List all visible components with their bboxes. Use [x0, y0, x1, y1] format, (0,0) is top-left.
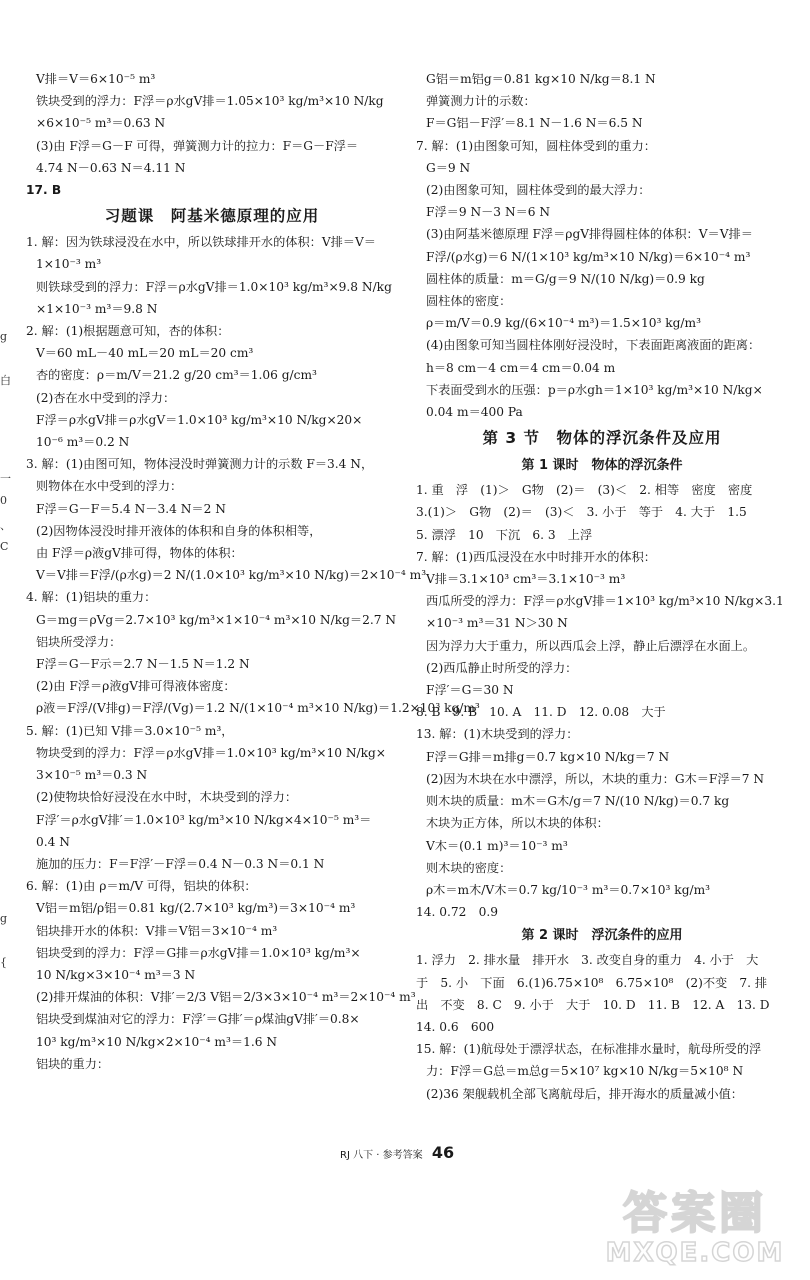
text-line: (3)由阿基米德原理 F浮＝ρgV排得圆柱体的体积：V＝V排＝: [426, 227, 753, 242]
text-line: 则木块的密度：: [426, 860, 512, 875]
text-line: 5. 解：(1)已知 V排＝3.0×10⁻⁵ m³，: [26, 723, 234, 738]
text-line: ρ＝m/V＝0.9 kg/(6×10⁻⁴ m³)＝1.5×10³ kg/m³: [426, 316, 701, 331]
section-heading: 第 2 课时 浮沉条件的应用: [521, 928, 683, 944]
text-line: 3. 解：(1)由图可知，物体浸没时弹簧测力计的示数 F＝3.4 N，: [26, 457, 374, 472]
text-line: (2)使物块恰好浸没在水中时，木块受到的浮力：: [36, 790, 298, 805]
text-line: V＝60 mL－40 mL＝20 mL＝20 cm³: [36, 346, 254, 361]
text-line: 力：F浮＝G总＝m总g＝5×10⁷ kg×10 N/kg＝5×10⁸ N: [426, 1064, 744, 1079]
text-line: 0.04 m＝400 Pa: [426, 405, 523, 420]
text-line: F浮＝ρ水gV排＝ρ水gV＝1.0×10³ kg/m³×10 N/kg×20×: [36, 412, 363, 427]
text-line: (2)因为木块在水中漂浮，所以，木块的重力：G木＝F浮＝7 N: [426, 771, 765, 786]
text-line: 于 5. 小 下面 6.(1)6.75×10⁸ 6.75×10⁸ (2)不变 7. 排: [416, 975, 768, 990]
text-line: 0.4 N: [36, 834, 70, 849]
text-line: 施加的压力：F＝F浮′－F浮＝0.4 N－0.3 N＝0.1 N: [36, 856, 325, 871]
text-line: 铝块受到煤油对它的浮力：F浮′＝G排′＝ρ煤油gV排′＝0.8×: [36, 1012, 360, 1027]
text-line: 2. 解：(1)根据题意可知，杏的体积：: [26, 324, 230, 339]
text-line: V木＝(0.1 m)³＝10⁻³ m³: [426, 838, 568, 853]
text-line: F浮′＝G＝30 N: [426, 683, 514, 698]
section-heading: 习题课 阿基米德原理的应用: [104, 207, 320, 226]
watermark-top: 答案圈: [623, 1188, 767, 1239]
margin-mark: 一: [0, 472, 11, 485]
text-line: 13. 解：(1)木块受到的浮力：: [416, 727, 579, 742]
text-line: 圆柱体的密度：: [426, 294, 512, 309]
text-line: (4)由图象可知当圆柱体刚好浸没时，下表面距离液面的距离：: [426, 338, 761, 353]
watermark-bottom: MXQE.COM: [605, 1238, 785, 1268]
text-line: 4.74 N－0.63 N＝4.11 N: [36, 160, 186, 175]
section-heading: 第 1 课时 物体的浮沉条件: [521, 458, 683, 474]
text-line: 4. 解：(1)铝块的重力：: [26, 590, 157, 605]
text-line: 圆柱体的质量：m＝G/g＝9 N/(10 N/kg)＝0.9 kg: [426, 271, 705, 286]
text-line: 1. 浮力 2. 排水量 排开水 3. 改变自身的重力 4. 小于 大: [416, 953, 759, 968]
text-line: V铝＝m铝/ρ铝＝0.81 kg/(2.7×10³ kg/m³)＝3×10⁻⁴ m³: [36, 901, 356, 916]
text-line: V＝V排＝F浮/(ρ水g)＝2 N/(1.0×10³ kg/m³×10 N/kg)＝2×10⁻⁴ m³: [36, 568, 427, 583]
text-line: (2)因物体浸没时排开液体的体积和自身的体积相等，: [36, 523, 322, 538]
text-line: ×6×10⁻⁵ m³＝0.63 N: [36, 116, 166, 131]
text-line: 1. 解：因为铁球浸没在水中，所以铁球排开水的体积：V排＝V＝: [26, 235, 376, 250]
watermark-logo: [590, 1190, 800, 1274]
text-line: 物块受到的浮力：F浮＝ρ水gV排＝1.0×10³ kg/m³×10 N/kg×: [36, 745, 387, 760]
footer-label: RJ 八下 · 参考答案: [340, 1150, 423, 1161]
text-line: 木块为正方体，所以木块的体积：: [426, 816, 609, 831]
section-heading: 第 3 节 物体的浮沉条件及应用: [482, 429, 722, 448]
text-line: F浮＝G排＝m排g＝0.7 kg×10 N/kg＝7 N: [426, 749, 670, 764]
text-line: 铝块所受浮力：: [36, 634, 122, 649]
text-line: F浮＝9 N－3 N＝6 N: [426, 205, 551, 220]
text-line: 则木块的质量：m木＝G木/g＝7 N/(10 N/kg)＝0.7 kg: [426, 794, 730, 809]
text-line: (2)西瓜静止时所受的浮力：: [426, 660, 578, 675]
text-line: 1×10⁻³ m³: [36, 257, 102, 272]
text-line: G＝mg＝ρVg＝2.7×10³ kg/m³×1×10⁻⁴ m³×10 N/kg＝2.7 N: [36, 612, 397, 627]
text-line: 杏的密度：ρ＝m/V＝21.2 g/20 cm³＝1.06 g/cm³: [36, 368, 317, 383]
margin-mark: {: [0, 956, 7, 969]
text-line: 铝块的重力：: [36, 1056, 110, 1071]
text-line: 1. 重 浮 (1)＞ G物 (2)＝ (3)＜ 2. 相等 密度 密度: [416, 483, 753, 498]
text-line: (2)排开煤油的体积：V排′＝2/3 V铝＝2/3×3×10⁻⁴ m³＝2×10⁻⁴ m³: [36, 990, 416, 1005]
text-line: (3)由 F浮＝G－F 可得，弹簧测力计的拉力：F＝G－F浮＝: [36, 138, 359, 153]
text-line: 则铁球受到的浮力：F浮＝ρ水gV排＝1.0×10³ kg/m³×9.8 N/kg: [36, 279, 392, 294]
text-line: V排＝V＝6×10⁻⁵ m³: [36, 72, 156, 86]
text-line: 7. 解：(1)由图象可知，圆柱体受到的重力：: [416, 138, 656, 153]
text-line: F＝G铝－F浮′＝8.1 N－1.6 N＝6.5 N: [426, 116, 643, 131]
text-line: (2)由图象可知，圆柱体受到的最大浮力：: [426, 183, 651, 198]
text-line: ×10⁻³ m³＝31 N＞30 N: [426, 616, 568, 631]
text-line: (2)由 F浮＝ρ液gV排可得液体密度：: [36, 679, 236, 694]
margin-mark: C: [0, 540, 9, 553]
text-line: 3×10⁻⁵ m³＝0.3 N: [36, 768, 148, 783]
text-line: F浮＝G－F示＝2.7 N－1.5 N＝1.2 N: [36, 657, 250, 672]
text-line: 6. 解：(1)由 ρ＝m/V 可得，铝块的体积：: [26, 879, 257, 894]
text-line: 因为浮力大于重力，所以西瓜会上浮，静止后漂浮在水面上。: [426, 638, 756, 653]
text-line: 10⁻⁶ m³＝0.2 N: [36, 435, 130, 450]
text-line: (2)杏在水中受到的浮力：: [36, 390, 176, 405]
text-line: 出 不变 8. C 9. 小于 大于 10. D 11. B 12. A 13. D: [416, 997, 770, 1012]
text-line: ×1×10⁻³ m³＝9.8 N: [36, 301, 158, 316]
text-line: G＝9 N: [426, 160, 471, 175]
text-line: 弹簧测力计的示数：: [426, 94, 536, 109]
text-line: 铝块受到的浮力：F浮＝G排＝ρ水gV排＝1.0×10³ kg/m³×: [36, 945, 361, 960]
text-line: 由 F浮＝ρ液gV排可得，物体的体积：: [36, 546, 243, 561]
text-line: ρ液＝F浮/(V排g)＝F浮/(Vg)＝1.2 N/(1×10⁻⁴ m³×10 N/kg)＝1.2×10³ kg/m³: [36, 701, 480, 716]
text-line: 西瓜所受的浮力：F浮＝ρ水gV排＝1×10³ kg/m³×10 N/kg×3.1: [426, 594, 784, 609]
text-line: h＝8 cm－4 cm＝4 cm＝0.04 m: [426, 360, 616, 375]
text-line: 7. 解：(1)西瓜浸没在水中时排开水的体积：: [416, 549, 656, 564]
text-line: F浮′＝ρ水gV排′＝1.0×10³ kg/m³×10 N/kg×4×10⁻⁵ m³＝: [36, 812, 372, 827]
margin-mark: 、: [0, 519, 11, 532]
page-footer: [340, 1143, 454, 1162]
text-line: 14. 0.6 600: [416, 1019, 495, 1034]
margin-mark: 0: [0, 494, 7, 507]
text-line: 铁块受到的浮力：F浮＝ρ水gV排＝1.05×10³ kg/m³×10 N/kg: [36, 94, 384, 109]
text-line: G铝＝m铝g＝0.81 kg×10 N/kg＝8.1 N: [426, 72, 656, 86]
right-column: [416, 68, 788, 1105]
text-line: 下表面受到水的压强：p＝ρ水gh＝1×10³ kg/m³×10 N/kg×: [426, 382, 763, 397]
text-line: ρ木＝m木/V木＝0.7 kg/10⁻³ m³＝0.7×10³ kg/m³: [426, 882, 711, 897]
text-line: 10 N/kg×3×10⁻⁴ m³＝3 N: [36, 967, 196, 982]
margin-mark: g: [0, 912, 8, 925]
text-line: 8. B 9. B 10. A 11. D 12. 0.08 大于: [416, 705, 666, 720]
page-number: 46: [431, 1143, 455, 1162]
text-line: 5. 漂浮 10 下沉 6. 3 上浮: [416, 527, 593, 542]
text-line: 铝块排开水的体积：V排＝V铝＝3×10⁻⁴ m³: [36, 923, 278, 938]
text-line: V排＝3.1×10³ cm³＝3.1×10⁻³ m³: [426, 572, 626, 587]
text-line: 3.(1)＞ G物 (2)＝ (3)＜ 3. 小于 等于 4. 大于 1.5: [416, 505, 747, 520]
margin-mark: g: [0, 330, 8, 343]
text-line: (2)36 架舰载机全部飞离航母后，排开海水的质量减小值：: [426, 1086, 743, 1101]
text-line: 10³ kg/m³×10 N/kg×2×10⁻⁴ m³＝1.6 N: [36, 1034, 277, 1049]
text-line: 14. 0.72 0.9: [416, 905, 498, 920]
text-line: 则物体在水中受到的浮力：: [36, 479, 183, 494]
text-line: F浮/(ρ水g)＝6 N/(1×10³ kg/m³×10 N/kg)＝6×10⁻⁴ m³: [426, 249, 751, 264]
text-line: 17. B: [26, 183, 62, 198]
text-line: 15. 解：(1)航母处于漂浮状态，在标准排水量时，航母所受的浮: [416, 1042, 762, 1057]
text-line: F浮＝G－F＝5.4 N－3.4 N＝2 N: [36, 501, 226, 516]
margin-mark: 白: [0, 374, 11, 387]
